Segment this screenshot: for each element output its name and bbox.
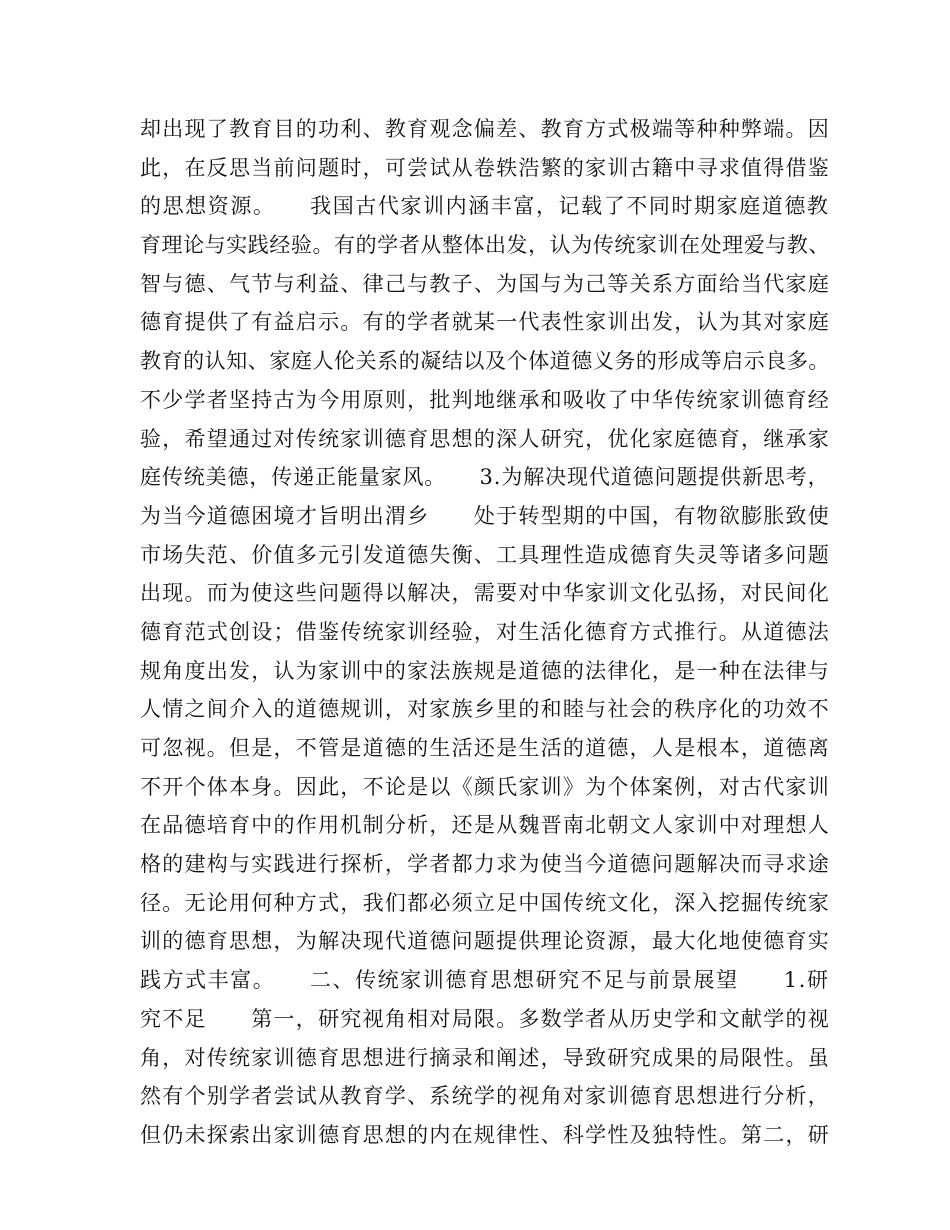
text-line: 德育范式创设；借鉴传统家训经验，对生活化德育方式推行。从道德法 <box>140 619 830 644</box>
text-line: 的思想资源。 我国古代家训内涵丰富，记载了不同时期家庭道德教 <box>140 194 830 219</box>
text-line: 训的德育思想，为解决现代道德问题提供理论资源，最大化地使德育实 <box>140 929 830 954</box>
text-line: 育理论与实践经验。有的学者从整体出发，认为传统家训在处理爱与教、 <box>140 233 830 258</box>
text-line: 径。无论用何种方式，我们都必须立足中国传统文化，深入挖掘传统家 <box>140 890 830 915</box>
text-line: 智与德、气节与利益、律己与教子、为国与为己等关系方面给当代家庭 <box>140 271 830 296</box>
text-line: 德育提供了有益启示。有的学者就某一代表性家训出发，认为其对家庭 <box>140 310 830 335</box>
text-line: 教育的认知、家庭人伦关系的凝结以及个体道德义务的形成等启示良多。 <box>140 349 830 374</box>
text-line: 格的建构与实践进行探析，学者都力求为使当今道德问题解决而寻求途 <box>140 852 830 877</box>
text-line: 究不足 第一，研究视角相对局限。多数学者从历史学和文献学的视 <box>140 1006 830 1031</box>
text-line: 为当今道德困境才旨明出渭乡 处于转型期的中国，有物欲膨胀致使 <box>140 503 830 528</box>
text-line: 角，对传统家训德育思想进行摘录和阐述，导致研究成果的局限性。虽 <box>140 1045 830 1070</box>
text-line: 出现。而为使这些问题得以解决，需要对中华家训文化弘扬，对民间化 <box>140 581 830 606</box>
text-line: 践方式丰富。 二、传统家训德育思想研究不足与前景展望 1.研 <box>140 968 830 993</box>
text-line: 不开个体本身。因此，不论是以《颜氏家训》为个体案例，对古代家训 <box>140 774 830 799</box>
text-line: 在品德培育中的作用机制分析，还是从魏晋南北朝文人家训中对理想人 <box>140 813 830 838</box>
text-line: 市场失范、价值多元引发道德失衡、工具理性造成德育失灵等诸多问题 <box>140 542 830 567</box>
text-line: 但仍未探索出家训德育思想的内在规律性、科学性及独特性。第二，研 <box>140 1122 830 1147</box>
text-line: 不少学者坚持古为今用原则，批判地继承和吸收了中华传统家训德育经 <box>140 387 830 412</box>
text-line: 庭传统美德，传递正能量家风。 3.为解决现代道德问题提供新思考， <box>140 465 830 490</box>
text-line: 却出现了教育目的功利、教育观念偏差、教育方式极端等种种弊端。因 <box>140 117 830 141</box>
text-line: 可忽视。但是，不管是道德的生活还是生活的道德，人是根本，道德离 <box>140 736 830 760</box>
text-line: 规角度出发，认为家训中的家法族规是道德的法律化，是一种在法律与 <box>140 658 830 683</box>
text-line: 人情之间介入的道德规训，对家族乡里的和睦与社会的秩序化的功效不 <box>140 697 830 722</box>
text-line: 验，希望通过对传统家训德育思想的深人研究，优化家庭德育，继承家 <box>140 426 830 451</box>
text-line: 此，在反思当前问题时，可尝试从卷轶浩繁的家训古籍中寻求值得借鉴 <box>140 155 830 180</box>
text-line: 然有个别学者尝试从教育学、系统学的视角对家训德育思想进行分析， <box>140 1084 830 1109</box>
body-text <box>140 110 830 1155</box>
